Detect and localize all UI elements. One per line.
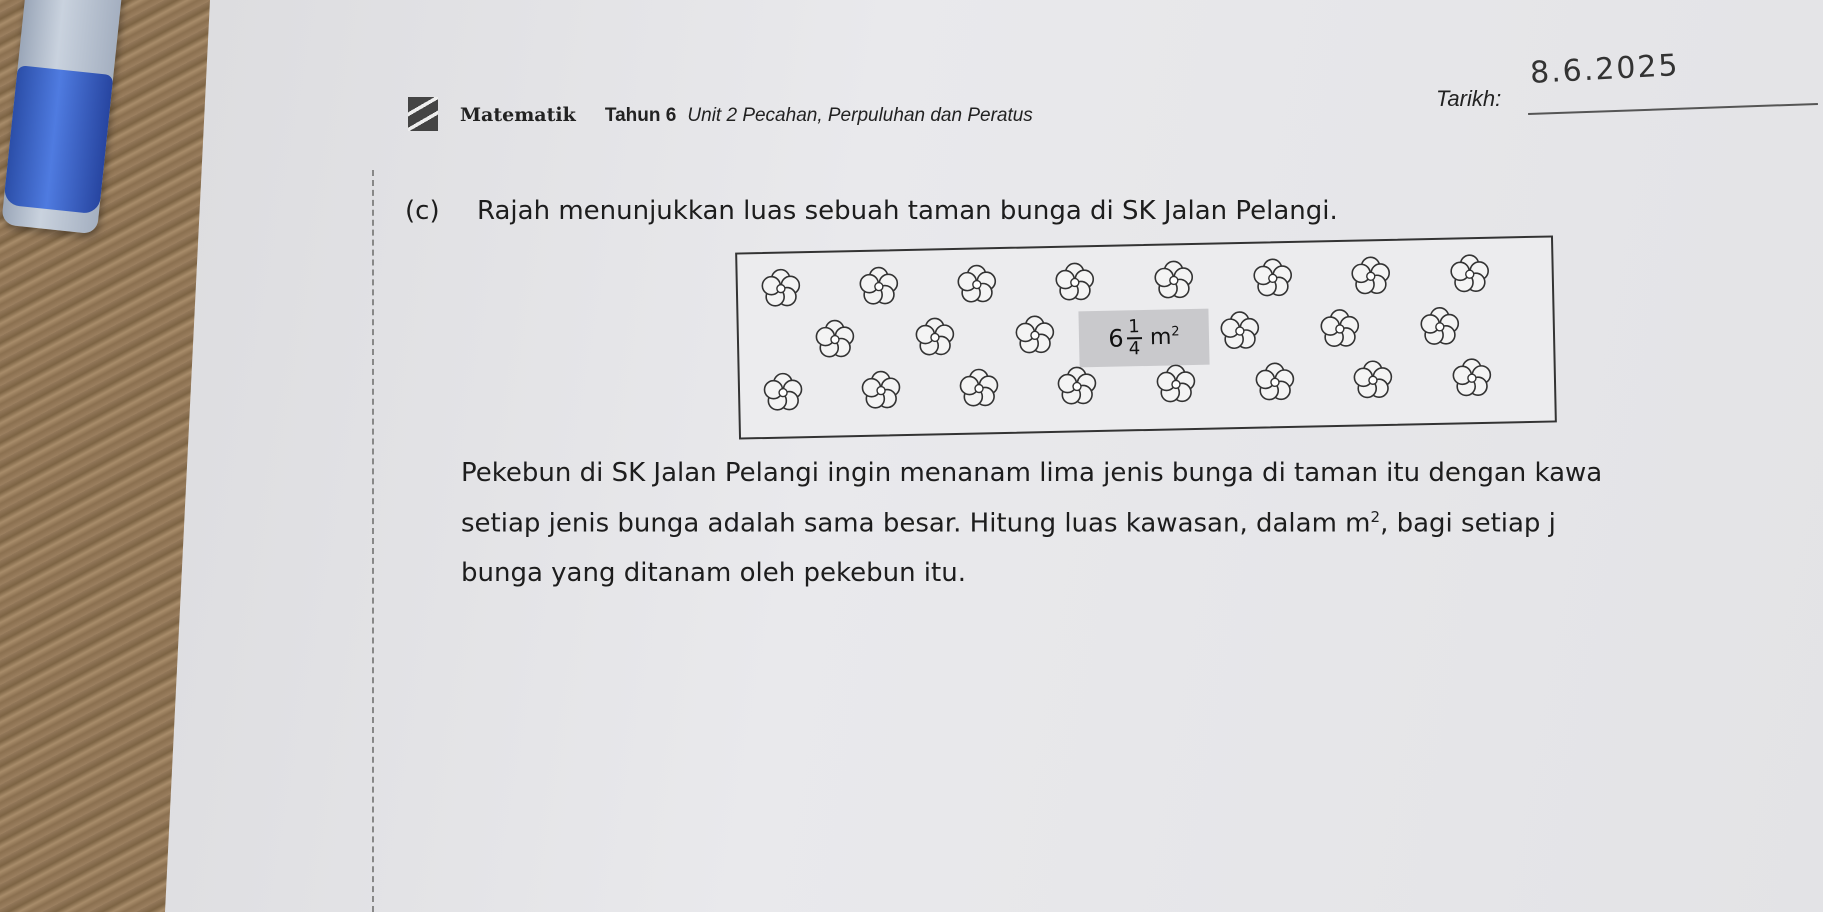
paragraph-line-2-sup: 2 bbox=[1370, 508, 1381, 526]
year-label: Tahun 6 bbox=[604, 105, 677, 126]
area-unit-power: 2 bbox=[1171, 324, 1180, 340]
paragraph-line-2a: setiap jenis bunga adalah sama besar. Hitung luas kawasan, dalam m bbox=[461, 508, 1371, 539]
flower-icon bbox=[1013, 314, 1056, 357]
area-unit bbox=[1150, 325, 1180, 351]
question-intro: Rajah menunjukkan luas sebuah taman bunga di SK Jalan Pelangi. bbox=[477, 196, 1338, 226]
fold-line bbox=[372, 170, 374, 912]
flower-icon bbox=[1352, 359, 1395, 402]
pen-cap bbox=[3, 65, 113, 214]
flower-icon bbox=[1155, 363, 1198, 406]
flower-garden-diagram bbox=[735, 235, 1557, 439]
flower-icon bbox=[1448, 253, 1491, 296]
flower-icon bbox=[759, 267, 802, 310]
date-value: 8.6.2025 bbox=[1529, 48, 1681, 91]
flower-icon bbox=[1318, 308, 1361, 351]
flower-icon bbox=[1152, 259, 1195, 302]
date-label: Tarikh: bbox=[1436, 86, 1502, 111]
worksheet-header bbox=[460, 104, 1033, 127]
flower-icon bbox=[1349, 255, 1392, 298]
question-label: (c) bbox=[405, 196, 440, 226]
area-numerator: 1 bbox=[1126, 318, 1142, 339]
unit-title: Unit 2 Pecahan, Perpuluhan dan Peratus bbox=[687, 105, 1033, 126]
flower-icon bbox=[1450, 357, 1493, 400]
flower-icon bbox=[814, 318, 857, 361]
subject-title: Matematik bbox=[460, 104, 576, 126]
publisher-logo bbox=[408, 97, 438, 131]
flower-icon bbox=[1418, 305, 1461, 348]
flower-icon bbox=[857, 265, 900, 308]
paragraph-line-1: Pekebun di SK Jalan Pelangi ingin menanam lima jenis bunga di taman itu dengan kawa bbox=[461, 458, 1603, 488]
worksheet-paper bbox=[165, 0, 1823, 912]
area-denominator: 4 bbox=[1128, 338, 1141, 360]
flower-icon bbox=[1218, 310, 1261, 353]
flower-icon bbox=[860, 369, 903, 412]
flower-icon bbox=[762, 371, 805, 414]
flower-icon bbox=[958, 367, 1001, 410]
flower-icon bbox=[955, 263, 998, 306]
paragraph-line-2 bbox=[461, 508, 1556, 539]
garden-area-label bbox=[1078, 309, 1209, 368]
flower-icon bbox=[1251, 257, 1294, 300]
flower-icon bbox=[1056, 365, 1099, 408]
paragraph-line-3: bunga yang ditanam oleh pekebun itu. bbox=[461, 558, 966, 588]
flower-icon bbox=[914, 316, 957, 359]
area-unit-base: m bbox=[1149, 325, 1172, 351]
area-fraction bbox=[1126, 318, 1142, 358]
area-whole: 6 bbox=[1107, 324, 1124, 353]
flower-icon bbox=[1254, 361, 1297, 404]
paragraph-line-2b: , bagi setiap j bbox=[1380, 508, 1556, 539]
flower-icon bbox=[1053, 261, 1096, 304]
